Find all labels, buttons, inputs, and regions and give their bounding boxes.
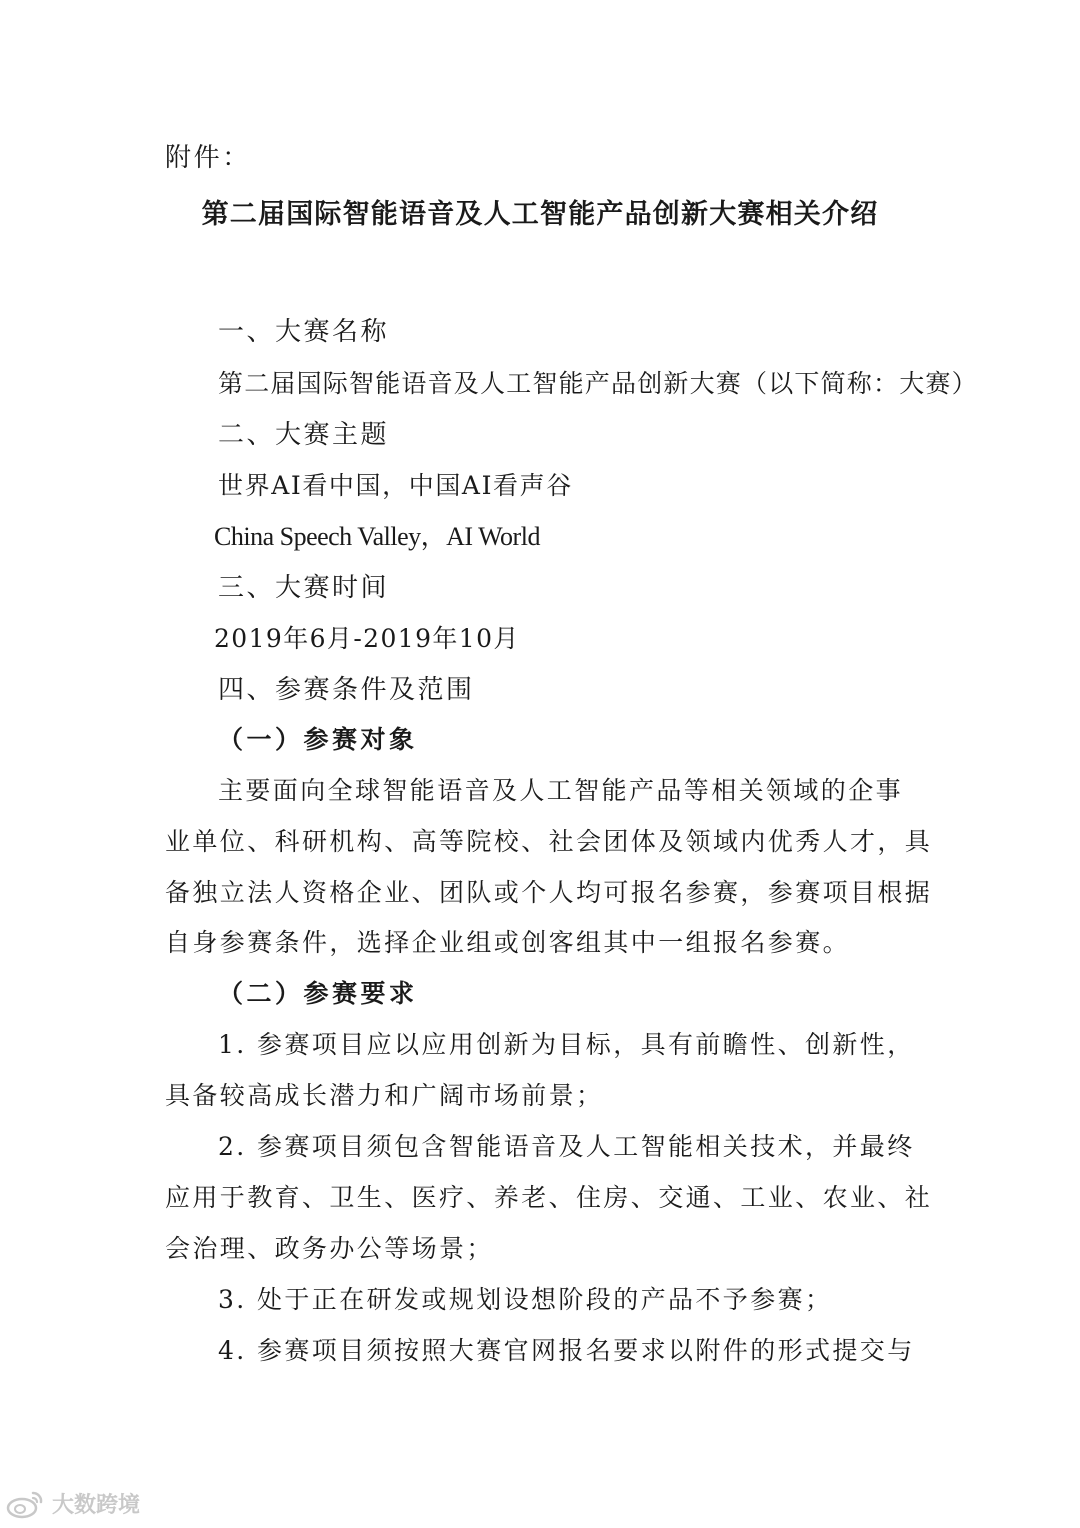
attachment-label: 附件： <box>165 143 251 173</box>
section-3-heading: 三、大赛时间 <box>218 573 390 603</box>
section-1-text: 第二届国际智能语音及人工智能产品创新大赛（以下简称：大赛） <box>218 369 978 398</box>
section-4-2-line-3: 2. 参赛项目须包含智能语音及人工智能相关技术，并最终 <box>218 1132 915 1161</box>
section-4-1-line-3: 备独立法人资格企业、团队或个人均可报名参赛，参赛项目根据 <box>165 878 933 907</box>
section-4-1-line-4: 自身参赛条件，选择企业组或创客组其中一组报名参赛。 <box>165 928 851 957</box>
section-4-2-line-1: 1. 参赛项目应以应用创新为目标，具有前瞻性、创新性， <box>218 1030 915 1059</box>
section-3-text: 2019年6月-2019年10月 <box>214 624 520 653</box>
section-2-text-en: China Speech Valley，AI World <box>214 522 540 551</box>
section-4-2-line-2: 具备较高成长潜力和广阔市场前景； <box>165 1081 604 1110</box>
section-4-2-line-5: 会治理、政务办公等场景； <box>165 1234 494 1263</box>
watermark-text: 大数跨境 <box>52 1493 141 1518</box>
section-1-heading: 一、大赛名称 <box>218 317 390 347</box>
weibo-logo-icon <box>6 1489 46 1519</box>
section-2-heading: 二、大赛主题 <box>218 420 390 450</box>
section-4-2-line-7: 4. 参赛项目须按照大赛官网报名要求以附件的形式提交与 <box>218 1336 915 1365</box>
document-title: 第二届国际智能语音及人工智能产品创新大赛相关介绍 <box>201 199 879 230</box>
section-4-1-heading: （一）参赛对象 <box>218 725 418 754</box>
section-4-1-line-2: 业单位、科研机构、高等院校、社会团体及领域内优秀人才，具 <box>165 827 933 856</box>
section-4-2-line-4: 应用于教育、卫生、医疗、养老、住房、交通、工业、农业、社 <box>165 1183 933 1212</box>
section-2-text-cn: 世界AI看中国，中国AI看声谷 <box>218 471 573 500</box>
section-4-2-line-6: 3. 处于正在研发或规划设想阶段的产品不予参赛； <box>218 1285 833 1314</box>
section-4-heading: 四、参赛条件及范围 <box>218 675 475 705</box>
section-4-1-line-1: 主要面向全球智能语音及人工智能产品等相关领域的企事 <box>218 776 904 805</box>
section-4-2-heading: （二）参赛要求 <box>218 979 418 1008</box>
watermark <box>6 1488 140 1519</box>
